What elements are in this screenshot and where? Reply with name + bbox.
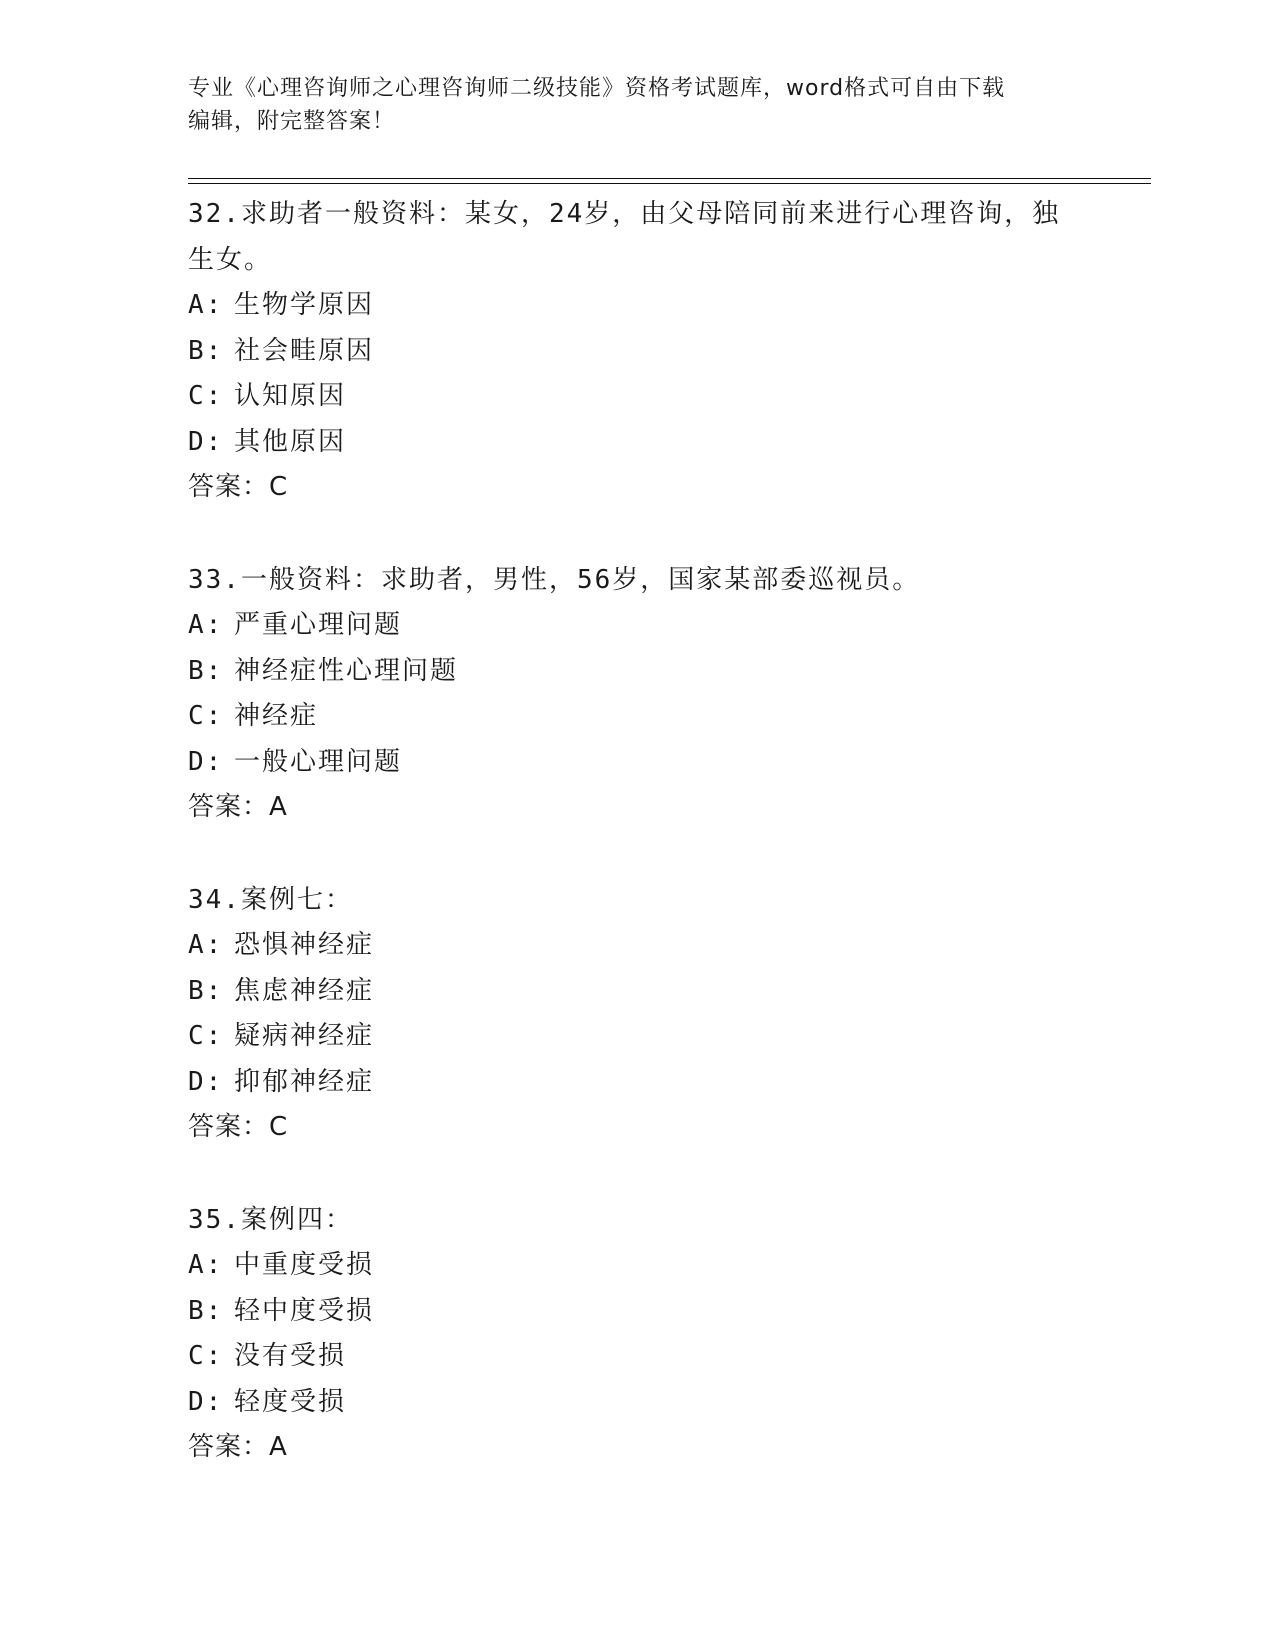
- option-letter: A:: [188, 290, 224, 320]
- option-d: [188, 1060, 1088, 1106]
- option-letter: B:: [188, 975, 224, 1006]
- answer-line: 答案：A: [188, 792, 288, 822]
- option-letter: D:: [188, 1066, 224, 1097]
- option-text: 焦虑神经症: [234, 975, 375, 1006]
- option-letter: A:: [188, 610, 224, 640]
- option-text: 轻度受损: [234, 1386, 347, 1417]
- option-letter: C:: [188, 381, 224, 411]
- question-32: [188, 192, 1088, 511]
- option-letter: A:: [188, 1250, 224, 1280]
- header-line-1: 专业《心理咨询师之心理咨询师二级技能》资格考试题库，word格式可自由下载: [188, 76, 1006, 101]
- option-text: 疑病神经症: [234, 1021, 375, 1051]
- option-letter: D:: [188, 426, 224, 457]
- question-35: [188, 1198, 1088, 1471]
- question-stem: 33.一般资料：求助者，男性，56岁，国家某部委巡视员。: [188, 564, 921, 595]
- question-stem-continued: 生女。: [188, 244, 273, 275]
- option-b: [188, 1289, 1088, 1335]
- option-a: [188, 283, 1088, 329]
- option-text: 生物学原因: [234, 290, 375, 320]
- answer-line: 答案：C: [188, 472, 289, 502]
- answer-line: 答案：A: [188, 1432, 288, 1462]
- option-b: [188, 649, 1088, 695]
- option-b: [188, 329, 1088, 375]
- option-c: [188, 374, 1088, 420]
- option-a: [188, 1243, 1088, 1289]
- option-a: [188, 923, 1088, 969]
- option-c: [188, 694, 1088, 740]
- option-text: 一般心理问题: [234, 746, 403, 777]
- option-b: [188, 969, 1088, 1015]
- question-34: [188, 878, 1088, 1151]
- document-header: [188, 72, 1068, 138]
- option-text: 其他原因: [234, 426, 347, 457]
- option-d: [188, 420, 1088, 466]
- option-letter: D:: [188, 746, 224, 777]
- option-letter: B:: [188, 1295, 224, 1326]
- option-letter: C:: [188, 1341, 224, 1371]
- header-rule-top: [188, 178, 1151, 179]
- option-text: 认知原因: [234, 381, 347, 411]
- question-list: [188, 192, 1088, 1518]
- option-c: [188, 1334, 1088, 1380]
- option-text: 中重度受损: [234, 1250, 375, 1280]
- option-text: 神经症: [234, 701, 319, 731]
- answer-line: 答案：C: [188, 1112, 289, 1142]
- question-33: [188, 558, 1088, 831]
- question-stem: 34.案例七：: [188, 884, 353, 915]
- option-text: 没有受损: [234, 1341, 347, 1371]
- option-letter: B:: [188, 335, 224, 366]
- option-letter: B:: [188, 655, 224, 686]
- option-text: 神经症性心理问题: [234, 655, 459, 686]
- option-letter: D:: [188, 1386, 224, 1417]
- option-a: [188, 603, 1088, 649]
- option-text: 轻中度受损: [234, 1295, 375, 1326]
- option-d: [188, 1380, 1088, 1426]
- header-line-2: 编辑，附完整答案！: [188, 109, 396, 134]
- option-c: [188, 1014, 1088, 1060]
- header-rule-bottom: [188, 183, 1151, 184]
- option-letter: C:: [188, 1021, 224, 1051]
- question-stem: 35.案例四：: [188, 1204, 353, 1235]
- option-letter: A:: [188, 930, 224, 960]
- option-d: [188, 740, 1088, 786]
- option-text: 抑郁神经症: [234, 1066, 375, 1097]
- option-text: 恐惧神经症: [234, 930, 375, 960]
- option-letter: C:: [188, 701, 224, 731]
- question-stem: 32.求助者一般资料：某女，24岁，由父母陪同前来进行心理咨询，独: [188, 199, 1061, 229]
- option-text: 社会畦原因: [234, 335, 375, 366]
- option-text: 严重心理问题: [234, 610, 403, 640]
